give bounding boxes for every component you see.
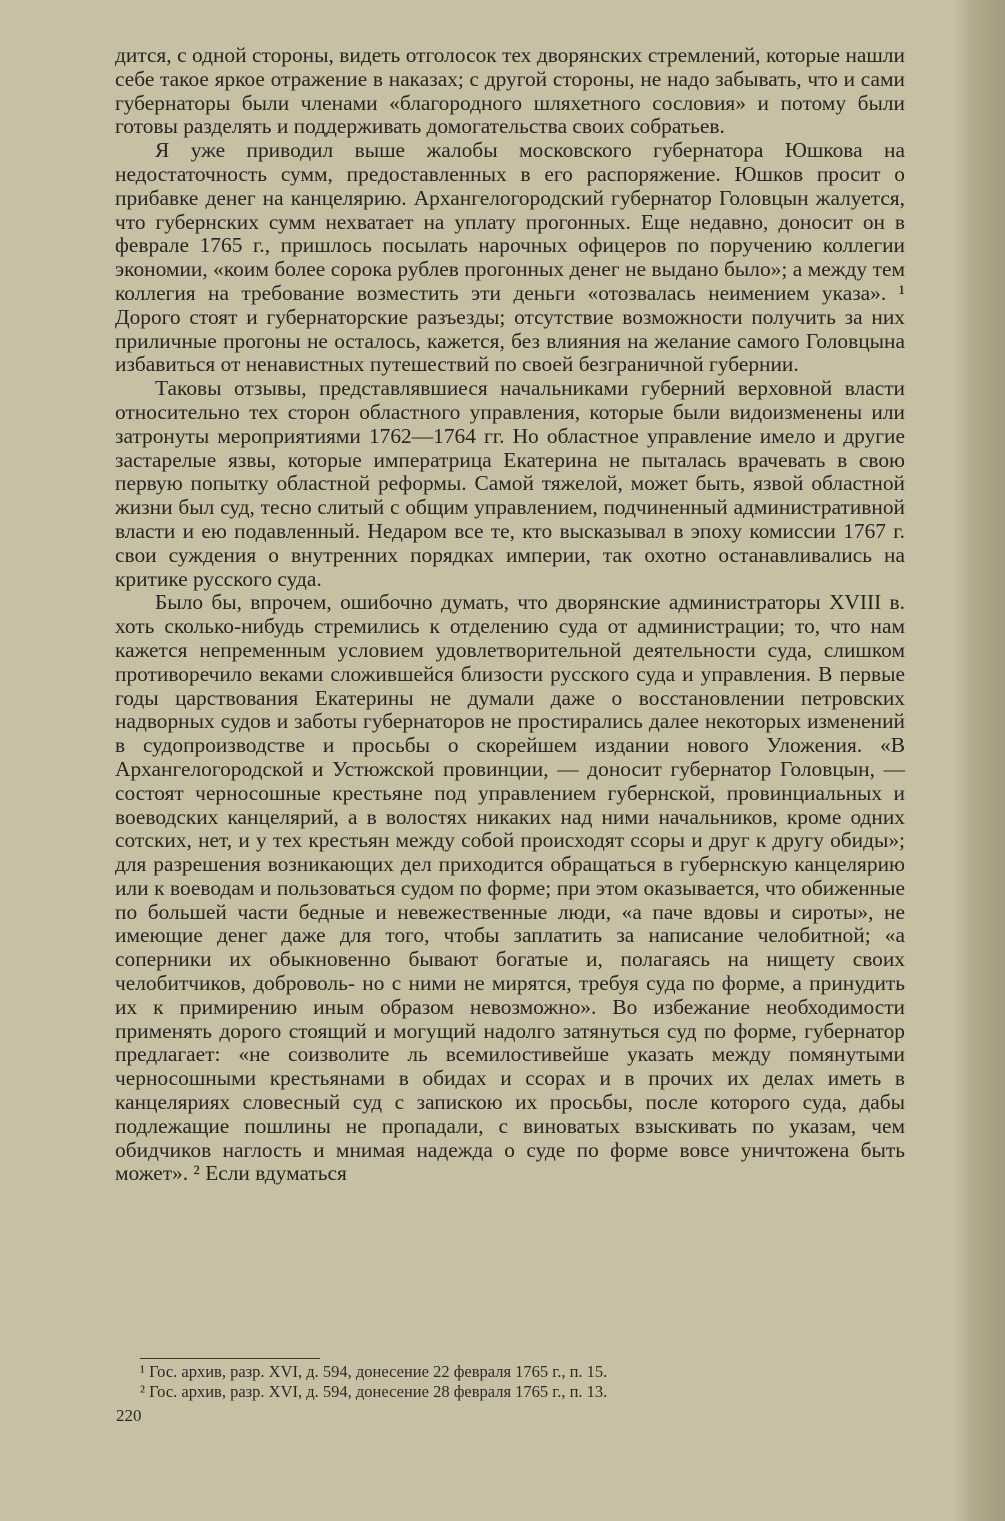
paragraph-3: Таковы отзывы, представлявшиеся начальниками губерний верховной власти относительно тех сторон областного управления, которые были видоизменены или затронуты мероприятиями 1762—1764 гг. Но областное управление имело и другие застарелые язвы, которые императрица Екатерина не пыталась врачевать в свою первую попытку областной реформы. Самой тяжелой, может быть, язвой областной жизни был суд, тесно слитый с общим управлением, подчиненный административной власти и ею подавленный. Недаром все те, кто высказывал в эпоху комиссии 1767 г. свои суждения о внутренних порядках империи, так охотно останавливались на критике русского суда.	[115, 376, 905, 591]
footnote-2: ² Гос. архив, разр. XVI, д. 594, донесение 28 февраля 1765 г., п. 13.	[140, 1382, 608, 1401]
paragraph-2: Я уже приводил выше жалобы московского губернатора Юшкова на недостаточность сумм, предоставленных в его распоряжение. Юшков просит о прибавке денег на канцелярию. Архангелогородский губернатор Головцын жалуется, что губернских сумм нехватает на уплату прогонных. Еще недавно, доносит он в феврале 1765 г., пришлось посылать нарочных офицеров по поручению коллегии экономии, «коим более сорока рублев прогонных денег не выдано было»; а между тем коллегия на требование возместить эти деньги «отозвалась неимением указа». ¹ Дорого стоят и губернаторские разъезды; отсутствие возможности получить за них приличные прогоны не осталось, кажется, без влияния на желание самого Головцына избавиться от ненавистных путешествий по своей безграничной губернии.	[115, 138, 905, 377]
page-number: 220	[116, 1406, 142, 1425]
footnotes	[140, 1362, 900, 1402]
paragraph-1: дится, с одной стороны, видеть отголосок тех дворянских стремлений, которые нашли себе такое яркое отражение в наказах; с другой стороны, не надо забывать, что и сами губернаторы были членами «благородного шляхетного сословия» и потому были готовы разделять и поддерживать домогательства своих собратьев.	[115, 43, 905, 139]
paragraph-4: Было бы, впрочем, ошибочно думать, что дворянские администраторы XVIII в. хоть сколько-нибудь стремились к отделению суда от администрации; то, что нам кажется непременным условием удовлетворительной деятельности суда, слишком противоречило веками сложившейся близости русского суда и управления. В первые годы царствования Екатерины не думали даже о восстановлении петровских надворных судов и заботы губернаторов не простирались далее некоторых изменений в судопроизводстве и просьбы о скорейшем издании нового Уложения. «В Архангелогородской и Устюжской провинции, — доносит губернатор Головцын, — состоят черносошные крестьяне под управлением губернской, провинциальных и воеводских канцелярий, а в волостях никаких над ними начальников, кроме одних сотских, нет, и у тех крестьян между собой происходят ссоры и друг к другу обиды»; для разрешения возникающих дел приходится обращаться в губернскую канцелярию или к воеводам и пользоваться судом по форме; при этом оказывается, что обиженные по большей части бедные и невежественные люди, «а паче вдовы и сироты», не имеющие денег даже для того, чтобы заплатить за написание челобитной; «а соперники их обыкновенно бывают богатые и, полагаясь на нищету своих челобитчиков, доброволь- но с ними не мирятся, требуя суда по форме, а принудить их к примирению иным образом невозможно». Во избежание необходимости применять дорого стоящий и могущий надолго затянуться суд по форме, губернатор предлагает: «не соизволите ль всемилостивейше указать между помянутыми черносошными крестьянами в обидах и ссорах и в прочих их делах иметь в канцеляриях словесный суд с запискою их просьбы, после которого суда, дабы подлежащие пошлины не пропадали, с виноватых взыскивать по указам, чем обидчиков наглость и мнимая надежда о суде по форме вовсе уничтожена быть может». ² Если вдуматься	[115, 590, 905, 1186]
page-edge-shadow	[953, 0, 1005, 1521]
body-text	[115, 44, 905, 1186]
footnote-separator	[140, 1358, 320, 1359]
footnote-1: ¹ Гос. архив, разр. XVI, д. 594, донесение 22 февраля 1765 г., п. 15.	[140, 1362, 608, 1381]
